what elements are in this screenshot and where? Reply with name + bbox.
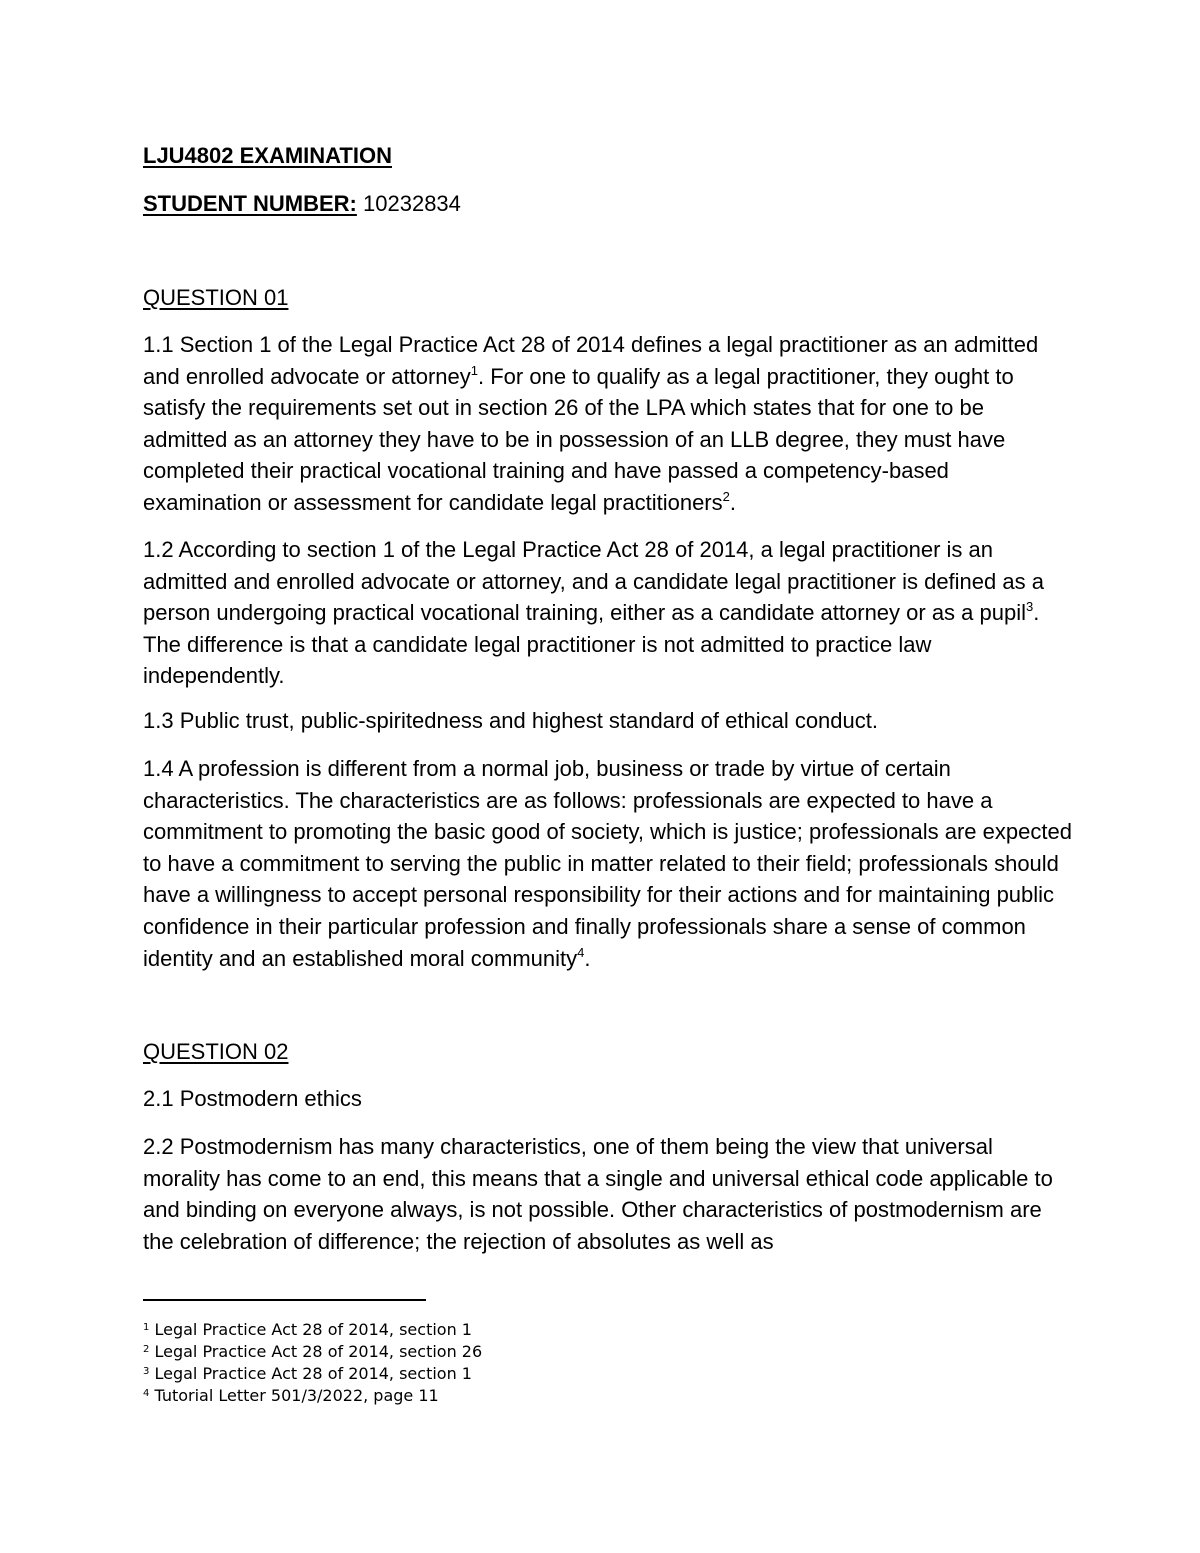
paragraph-1-4 (143, 753, 1073, 974)
footnote-2-text: Legal Practice Act 28 of 2014, section 26 (154, 1342, 483, 1361)
footnote-3-number: 3 (143, 1366, 150, 1377)
paragraph-1-3: 1.3 Public trust, public-spiritedness and highest standard of ethical conduct. (143, 708, 878, 733)
footnote-ref-1: 1 (470, 362, 479, 378)
document-title: LJU4802 EXAMINATION (143, 143, 392, 168)
paragraph-1-4-text-a: 1.4 A profession is different from a normal job, business or trade by virtue of certain characteristics. The characteristics are as follows: professionals are expected to have a commitment to promoting the basic good of society, which is justice; professionals are expected to have a commitment to serving the public in matter related to their field; professionals should have a willingness to accept personal responsibility for their actions and for maintaining public confidence in their particular profession and finally professionals share a sense of common identity and an established moral community (143, 756, 1072, 971)
paragraph-1-4-text-b: . (584, 945, 591, 971)
footnote-ref-4: 4 (577, 944, 585, 960)
footnote-ref-3: 3 (1026, 599, 1034, 615)
paragraph-1-1-text-a: 1.1 Section 1 of the Legal Practice Act 28 of 2014 defines a legal practitioner as an admitted and enrolled advocate or attorney (143, 332, 1039, 389)
paragraph-1-1 (143, 329, 1073, 519)
footnote-3-text: Legal Practice Act 28 of 2014, section 1 (154, 1364, 472, 1383)
footnote-4-number: 4 (143, 1388, 150, 1399)
footnote-divider (143, 1299, 426, 1301)
paragraph-1-2-text-b: . The difference is that a candidate legal practitioner is not admitted to practice law independently. (143, 600, 1040, 689)
paragraph-1-2-text-a: 1.2 According to section 1 of the Legal Practice Act 28 of 2014, a legal practitioner is an admitted and enrolled advocate or attorney, and a candidate legal practitioner is defined as a person undergoing practical vocational training, either as a candidate attorney or as a pupil (143, 537, 1044, 626)
paragraph-1-1-text-b: . For one to qualify as a legal practitioner, they ought to satisfy the requirements set out in section 26 of the LPA which states that for one to be admitted as an attorney they have to be in possession of an LLB degree, they must have completed their practical vocational training and have passed a competency-based examination or assessment for candidate legal practitioners (143, 363, 1014, 515)
footnote-2-number: 2 (143, 1344, 150, 1355)
footnote-3 (143, 1364, 472, 1384)
question-1-heading: QUESTION 01 (143, 285, 289, 310)
paragraph-2-2: 2.2 Postmodernism has many characteristics, one of them being the view that universal morality has come to an end, this means that a single and universal ethical code applicable to and binding on everyone always, is not possible. Other characteristics of postmodernism are the celebration of difference; the rejection of absolutes as well as (143, 1134, 1053, 1254)
question-2-heading: QUESTION 02 (143, 1039, 289, 1064)
footnote-1-text: Legal Practice Act 28 of 2014, section 1 (154, 1320, 472, 1339)
student-number-value: 10232834 (363, 191, 461, 216)
paragraph-2-1: 2.1 Postmodern ethics (143, 1086, 362, 1111)
footnote-4 (143, 1386, 439, 1406)
paragraph-1-1-text-c: . (729, 489, 736, 515)
footnote-2 (143, 1342, 482, 1362)
student-number-line (143, 188, 1073, 220)
footnote-4-text: Tutorial Letter 501/3/2022, page 11 (154, 1386, 439, 1405)
footnote-ref-2: 2 (722, 488, 730, 504)
student-number-label: STUDENT NUMBER: (143, 191, 357, 216)
paragraph-1-2 (143, 534, 1073, 692)
footnote-1-number: 1 (143, 1322, 150, 1333)
footnote-1 (143, 1320, 472, 1340)
